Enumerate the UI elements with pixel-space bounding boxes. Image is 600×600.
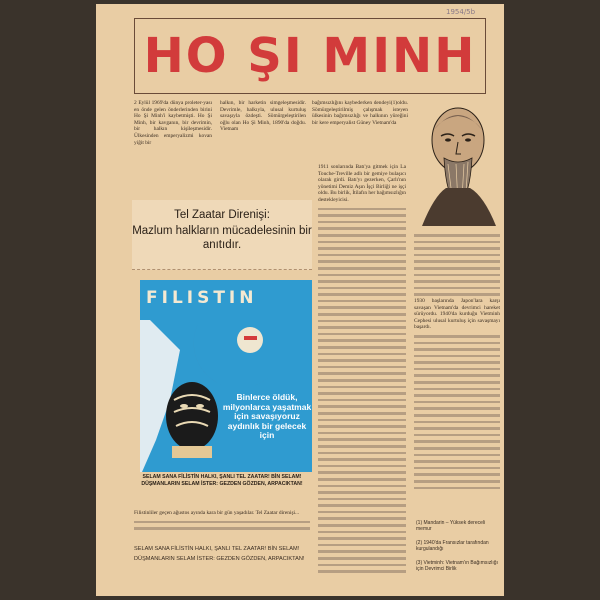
illegible-text-line (134, 519, 310, 526)
body-right-text: 1930 başlarında Japon'lara karşı savaşan Vietnam'da devrimci hareket sürüyordu. 1940'da kurduğu Vietminh Cephesi ulusal kurtuluş için savaşmayı başardı. (414, 297, 500, 331)
advert-heading: Tel Zaatar Direnişi: (174, 209, 270, 221)
illegible-text-line (318, 318, 406, 325)
illegible-text-line (318, 364, 406, 371)
illegible-text-line (318, 403, 406, 410)
illegible-text-line (318, 515, 406, 522)
footnote-3: (3) Vietminh: Vietnam'ın Bağımsızlığı için Devrimci Birlik (416, 560, 498, 573)
intro-column-2 (220, 100, 306, 158)
illegible-text-line (318, 522, 406, 529)
illegible-text-line (414, 458, 500, 465)
illegible-text-line (414, 340, 500, 347)
mask-shape (166, 382, 218, 450)
illegible-text-line (318, 456, 406, 463)
illegible-text-line (414, 258, 500, 265)
illegible-text-line (414, 412, 500, 419)
illegible-text-line (414, 239, 500, 246)
ho-chi-minh-portrait (414, 96, 502, 226)
illegible-text-line (318, 258, 406, 265)
illegible-text-line (318, 278, 406, 285)
illegible-text-line (318, 469, 406, 476)
illegible-text-line (318, 337, 406, 344)
illegible-text-line (318, 430, 406, 437)
illegible-text-line (318, 324, 406, 331)
intro-column-3 (312, 100, 408, 158)
illegible-text-line (318, 331, 406, 338)
illegible-text-line (318, 311, 406, 318)
illegible-text-line (318, 568, 406, 575)
illegible-text-line (318, 535, 406, 542)
illegible-text-line (414, 438, 500, 445)
illegible-text-line (318, 397, 406, 404)
title-frame (134, 18, 486, 94)
illegible-text-line (414, 399, 500, 406)
illegible-text-line (318, 265, 406, 272)
illegible-text-line (414, 245, 500, 252)
crescent-shape (194, 320, 278, 388)
body-right-lead (414, 232, 500, 298)
illegible-text-line (318, 245, 406, 252)
illegible-text-line (318, 483, 406, 490)
illegible-text-line (318, 351, 406, 358)
illegible-text-line (318, 304, 406, 311)
illegible-text-line (414, 452, 500, 459)
mask-base (172, 446, 212, 458)
advert-heading-panel (132, 200, 312, 270)
illegible-text-line (318, 370, 406, 377)
illegible-text-line (318, 344, 406, 351)
illegible-text-line (318, 212, 406, 219)
illegible-text-line (318, 377, 406, 384)
poster-caption: SELAM SANA FİLİSTİN HALKI, ŞANLI TEL ZAATAR! BİN SELAM! DÜŞMANLARIN SELAM İSTER: GEZDEN GÖZDEN, ARPACIKTAN! (141, 474, 303, 487)
illegible-text-line (414, 432, 500, 439)
illegible-text-line (414, 445, 500, 452)
illegible-text-line (414, 485, 500, 492)
illegible-text-line (318, 390, 406, 397)
illegible-text-line (414, 471, 500, 478)
illegible-text-line (414, 465, 500, 472)
illegible-text-line (318, 252, 406, 259)
illegible-text-line (414, 478, 500, 485)
illegible-text-line (414, 359, 500, 366)
illegible-text-line (414, 353, 500, 360)
footnote-2: (2) 1940'da Fransızlar tarafından kurgulandığı (416, 540, 489, 553)
bottom-left-continuation (134, 519, 310, 532)
illegible-text-line (414, 291, 500, 298)
illegible-text-line (414, 372, 500, 379)
body-middle-continuation (318, 206, 406, 575)
illegible-text-line (318, 529, 406, 536)
illegible-text-line (318, 417, 406, 424)
footnote-1: (1) Mandarin – Yüksek dereceli memur (416, 520, 486, 533)
page-title: HO ŞI MINH (143, 28, 477, 84)
illegible-text-line (318, 450, 406, 457)
illegible-text-line (318, 298, 406, 305)
illegible-text-line (318, 443, 406, 450)
illegible-text-line (318, 206, 406, 213)
filistin-poster (140, 280, 312, 472)
illegible-text-line (318, 232, 406, 239)
body-middle-text: 1911 sonlarında Batı'ya gitmek için La Touche-Treville adlı bir gemiye bulaşıcı olarak girdi. Batı'yı gezerken, Çarlı'nın yönetimi Demiz Aşın İşçi Birliği ne işçi oldu. Bu birlik, İtilafın her bağımsızlığın destekleyicisi. (318, 164, 406, 203)
illegible-text-line (414, 278, 500, 285)
illegible-text-line (414, 405, 500, 412)
illegible-text-line (134, 525, 310, 532)
illegible-text-line (318, 489, 406, 496)
illegible-text-line (318, 291, 406, 298)
body-column-middle (318, 164, 406, 582)
handwritten-mark: 1954/5b (446, 8, 476, 16)
illegible-text-line (414, 272, 500, 279)
intro-column-1 (134, 100, 212, 158)
illegible-text-line (318, 562, 406, 569)
body-right-continuation (414, 333, 500, 491)
illegible-text-line (318, 502, 406, 509)
newspaper-page (96, 4, 504, 596)
illegible-text-line (318, 225, 406, 232)
illegible-text-line (414, 252, 500, 259)
illegible-text-line (414, 386, 500, 393)
illegible-text-line (318, 410, 406, 417)
tel-zaatar-advert (132, 200, 312, 492)
illegible-text-line (318, 357, 406, 364)
illegible-text-line (318, 509, 406, 516)
illegible-text-line (414, 346, 500, 353)
illegible-text-line (318, 239, 406, 246)
illegible-text-line (318, 219, 406, 226)
illegible-text-line (414, 392, 500, 399)
illegible-text-line (318, 285, 406, 292)
bottom-left-article (134, 510, 310, 542)
illegible-text-line (318, 423, 406, 430)
illegible-text-line (414, 366, 500, 373)
poster-slogan: Binlerce öldük, milyonlarca yaşatmak için savaşıyoruz aydınlık bir gelecek için (222, 392, 312, 440)
illegible-text-line (414, 232, 500, 239)
illegible-text-line (414, 265, 500, 272)
intro-text-2: halkın, bir harketin simgeleşmesidir. Devrimle, halkıyla, ulusal kurtuluş savaşıyla özdeşti. Sömürgeleştirilen oğlu olan Ho Şi Minh, 1890'da doğdu. Vietnam (220, 100, 306, 133)
intro-text-1: 2 Eylül 1969'da dünya proleter-yası en önde gelen önderlerinden birini Ho Şi Minh'i kaybetmişti. Ho Şi Minh, bir kavganın, bir devrimin, bir halkın kişileşmesidir. Ülkesinden emperyalizmi kovan yiğit bir (134, 100, 212, 146)
illegible-text-line (414, 379, 500, 386)
illegible-text-line (318, 272, 406, 279)
illegible-text-line (318, 436, 406, 443)
bottom-left-text: Filistinliler geçen ağustos ayında kara bir gün yaşadılar. Tel Zaatar direnişi... (134, 510, 300, 516)
advert-subheading: Mazlum halkların mücadelesinin bir anıtıdır. (132, 225, 312, 251)
bottom-slogan-1: SELAM SANA FİLİSTİN HALKI, ŞANLI TEL ZAATAR! BİN SELAM! (134, 546, 300, 552)
illegible-text-line (414, 333, 500, 340)
intro-text-3: bağımsızlığını kaybederken dendeyi(1)oldu. Sömürgeleştirilmiş çalışmak isteyen ülkesinin bağımsızlığı ve halkının yüreğini bir kere emperyalist Güney Vietnam'da (312, 100, 408, 126)
illegible-text-line (414, 419, 500, 426)
bottom-slogan-2: DÜŞMANLARIN SELAM İSTER: GEZDEN GÖZDEN, ARPACIKTAN! (134, 556, 305, 562)
illegible-text-line (318, 496, 406, 503)
illegible-text-line (318, 476, 406, 483)
poster-word: FILISTIN (146, 288, 258, 308)
poster-artwork (140, 280, 312, 472)
illegible-text-line (318, 384, 406, 391)
illegible-text-line (318, 463, 406, 470)
illegible-text-line (414, 425, 500, 432)
body-column-right (414, 232, 500, 508)
illegible-text-line (414, 285, 500, 292)
